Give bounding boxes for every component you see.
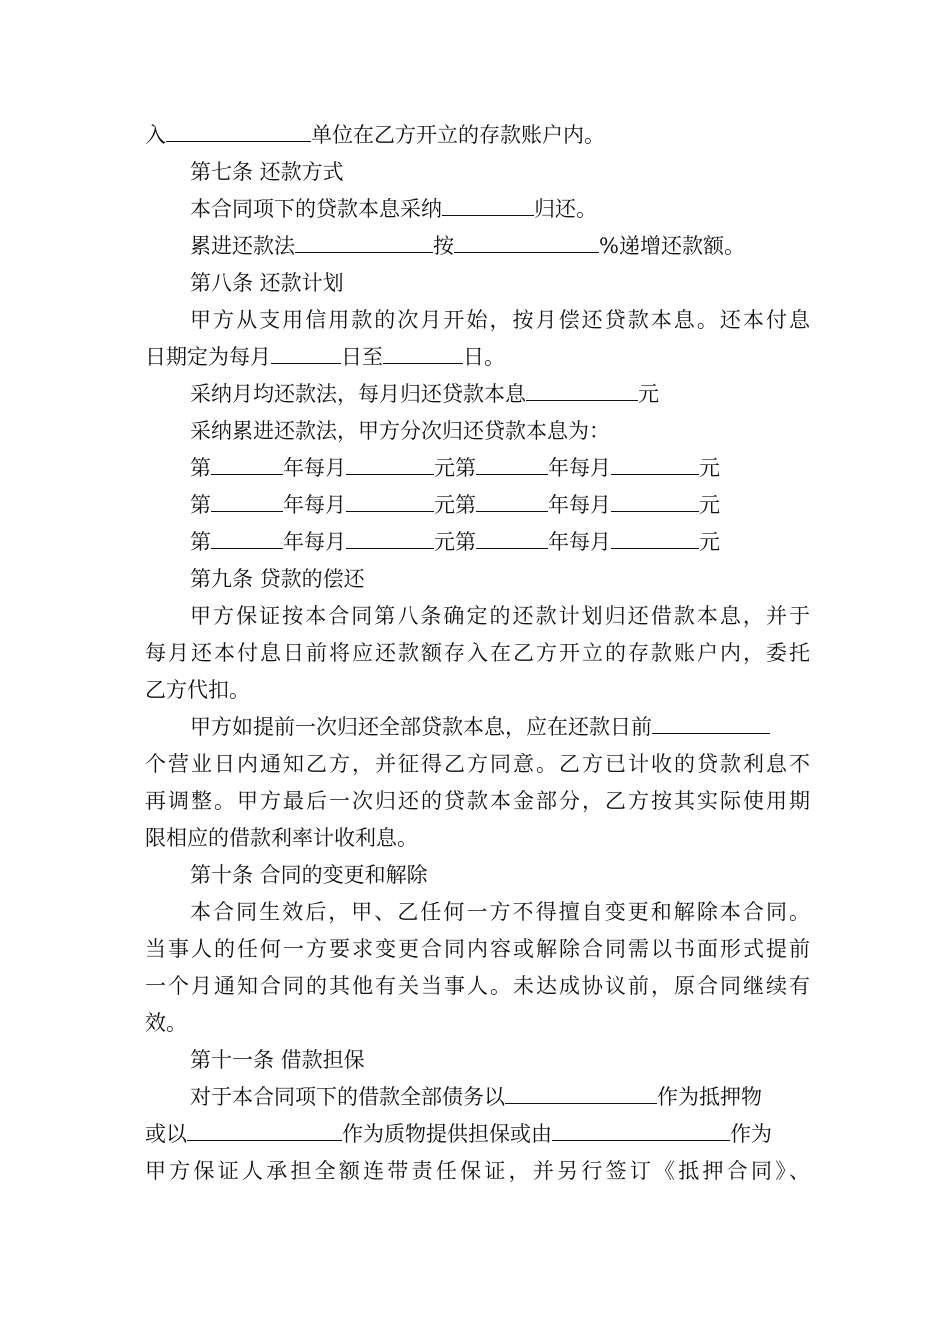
text-run: 或以	[145, 1122, 187, 1146]
fill-in-blank	[652, 715, 770, 734]
text-run: 年每月	[283, 493, 346, 517]
text-run: 第	[190, 530, 211, 554]
fill-in-blank	[611, 456, 699, 475]
fill-in-blank	[476, 456, 548, 475]
text-run: 第十条 合同的变更和解除	[190, 863, 428, 887]
text-run: 日。	[463, 345, 505, 369]
text-run: 甲方保证人承担全额连带责任保证，并另行签订《抵押合同》、	[145, 1159, 810, 1183]
text-line	[190, 859, 810, 891]
text-run: 甲方从支用信用款的次月开始，按月偿还贷款本息。还本付息	[190, 308, 810, 332]
text-line	[190, 452, 810, 484]
text-line	[145, 637, 810, 669]
text-run: 作为	[730, 1122, 772, 1146]
text-line	[190, 600, 810, 632]
fill-in-blank	[552, 1122, 730, 1141]
text-line	[190, 1081, 810, 1113]
text-run: 第十一条 借款担保	[190, 1048, 365, 1072]
text-line	[190, 193, 810, 225]
text-run: 日期定为每月	[145, 345, 271, 369]
text-line	[190, 230, 810, 262]
text-run: 当事人的任何一方要求变更合同内容或解除合同需以书面形式提前	[145, 937, 810, 961]
text-line	[145, 119, 810, 151]
text-run: 累进还款法	[190, 234, 295, 258]
text-run: 作为抵押物	[657, 1085, 762, 1109]
text-run: 第	[190, 456, 211, 480]
text-line	[145, 1118, 810, 1150]
fill-in-blank	[211, 530, 283, 549]
text-line	[190, 156, 810, 188]
fill-in-blank	[476, 493, 548, 512]
text-run: 甲方保证按本合同第八条确定的还款计划归还借款本息，并于	[190, 604, 810, 628]
fill-in-blank	[611, 530, 699, 549]
fill-in-blank	[295, 234, 433, 253]
text-line	[190, 526, 810, 558]
text-line	[190, 896, 810, 928]
text-line	[145, 1155, 810, 1187]
text-line	[145, 785, 810, 817]
fill-in-blank	[442, 197, 534, 216]
text-run: 单位在乙方开立的存款账户内。	[311, 123, 605, 147]
text-line	[145, 748, 810, 780]
text-run: 年每月	[548, 456, 611, 480]
text-run: 本合同项下的贷款本息采纳	[190, 197, 442, 221]
text-run: 年每月	[283, 456, 346, 480]
text-run: 元第	[434, 530, 476, 554]
text-line	[145, 341, 810, 373]
fill-in-blank	[211, 456, 283, 475]
text-run: 日至	[341, 345, 383, 369]
text-line	[190, 489, 810, 521]
text-line	[190, 378, 810, 410]
fill-in-blank	[346, 493, 434, 512]
text-run: 第七条 还款方式	[190, 160, 344, 184]
fill-in-blank	[476, 530, 548, 549]
text-run: 采纳累进还款法，甲方分次归还贷款本息为：	[190, 419, 610, 443]
text-line	[145, 933, 810, 965]
text-run: 按	[433, 234, 454, 258]
text-run: 归还。	[534, 197, 597, 221]
text-run: 元第	[434, 493, 476, 517]
text-run: %递增还款额。	[599, 234, 745, 258]
text-run: 再调整。甲方最后一次归还的贷款本金部分，乙方按其实际使用期	[145, 789, 810, 813]
text-line	[145, 822, 810, 854]
text-run: 乙方代扣。	[145, 678, 250, 702]
text-line	[190, 304, 810, 336]
fill-in-blank	[271, 345, 341, 364]
text-run: 元	[638, 382, 659, 406]
text-run: 元	[699, 530, 720, 554]
text-run: 采纳月均还款法，每月归还贷款本息	[190, 382, 526, 406]
fill-in-blank	[346, 456, 434, 475]
text-line	[145, 1007, 810, 1039]
text-run: 年每月	[548, 530, 611, 554]
text-run: 个营业日内通知乙方，并征得乙方同意。乙方已计收的贷款利息不	[145, 752, 810, 776]
text-run: 每月还本付息日前将应还款额存入在乙方开立的存款账户内，委托	[145, 641, 810, 665]
text-line	[190, 267, 810, 299]
fill-in-blank	[505, 1085, 657, 1104]
fill-in-blank	[346, 530, 434, 549]
text-run: 年每月	[548, 493, 611, 517]
fill-in-blank	[166, 123, 311, 142]
text-run: 对于本合同项下的借款全部债务以	[190, 1085, 505, 1109]
text-line	[145, 674, 810, 706]
text-line	[190, 563, 810, 595]
text-run: 元	[699, 493, 720, 517]
text-line	[145, 970, 810, 1002]
fill-in-blank	[454, 234, 599, 253]
text-run: 本合同生效后，甲、乙任何一方不得擅自变更和解除本合同。	[190, 900, 810, 924]
text-run: 效。	[145, 1011, 187, 1035]
fill-in-blank	[611, 493, 699, 512]
fill-in-blank	[526, 382, 638, 401]
text-line	[190, 1044, 810, 1076]
fill-in-blank	[211, 493, 283, 512]
text-run: 作为质物提供担保或由	[342, 1122, 552, 1146]
fill-in-blank	[187, 1122, 342, 1141]
text-run: 一个月通知合同的其他有关当事人。未达成协议前，原合同继续有	[145, 974, 810, 998]
text-run: 限相应的借款利率计收利息。	[145, 826, 418, 850]
text-run: 元第	[434, 456, 476, 480]
text-run: 第	[190, 493, 211, 517]
fill-in-blank	[383, 345, 463, 364]
text-run: 第九条 贷款的偿还	[190, 567, 365, 591]
text-run: 元	[699, 456, 720, 480]
text-line	[190, 711, 810, 743]
text-line	[190, 415, 810, 447]
text-run: 第八条 还款计划	[190, 271, 344, 295]
text-run: 入	[145, 123, 166, 147]
text-run: 甲方如提前一次归还全部贷款本息，应在还款日前	[190, 715, 652, 739]
text-run: 年每月	[283, 530, 346, 554]
